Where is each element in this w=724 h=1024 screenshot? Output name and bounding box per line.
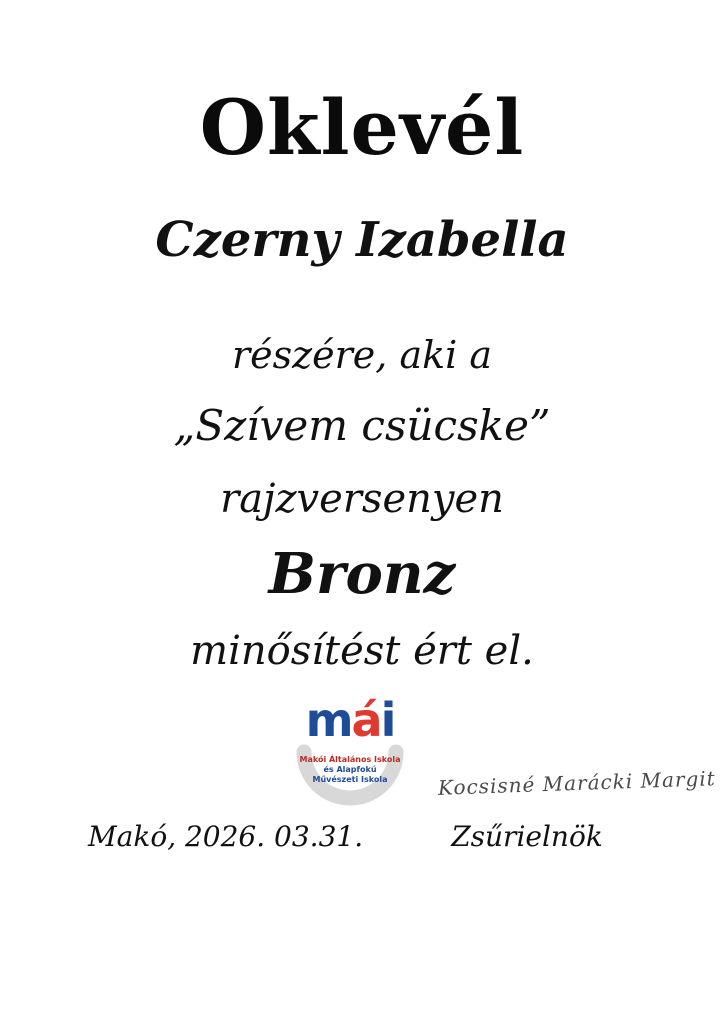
recipient-name: Czerny Izabella — [155, 212, 569, 268]
logo-school-name — [283, 755, 417, 785]
logo-letter: i — [380, 693, 395, 747]
certificate-title: Oklevél — [199, 83, 525, 172]
logo-school-name-line: és Alapfokú — [323, 765, 377, 774]
signature-handwriting: Kocsisné Marácki Margit — [437, 766, 717, 800]
body-line-minosites: minősítést ért el. — [190, 628, 534, 674]
body-line-rajzversenyen: rajzversenyen — [220, 476, 504, 522]
body-line-reszere: részére, aki a — [231, 333, 493, 377]
school-logo — [283, 693, 417, 808]
award-level: Bronz — [268, 541, 456, 607]
competition-name: „Szívem csücske” — [173, 401, 551, 450]
logo-school-name-line: Makói Általános Iskola — [299, 755, 401, 764]
signer-role-label: Zsűrielnök — [451, 820, 603, 853]
place-and-date: Makó, 2026. 03.31. — [88, 820, 364, 853]
logo-school-name-line: Művészeti Iskola — [312, 775, 388, 784]
logo-letter: á — [351, 693, 381, 747]
logo-letter: m — [305, 693, 352, 747]
logo-wordmark-mai — [283, 694, 417, 747]
